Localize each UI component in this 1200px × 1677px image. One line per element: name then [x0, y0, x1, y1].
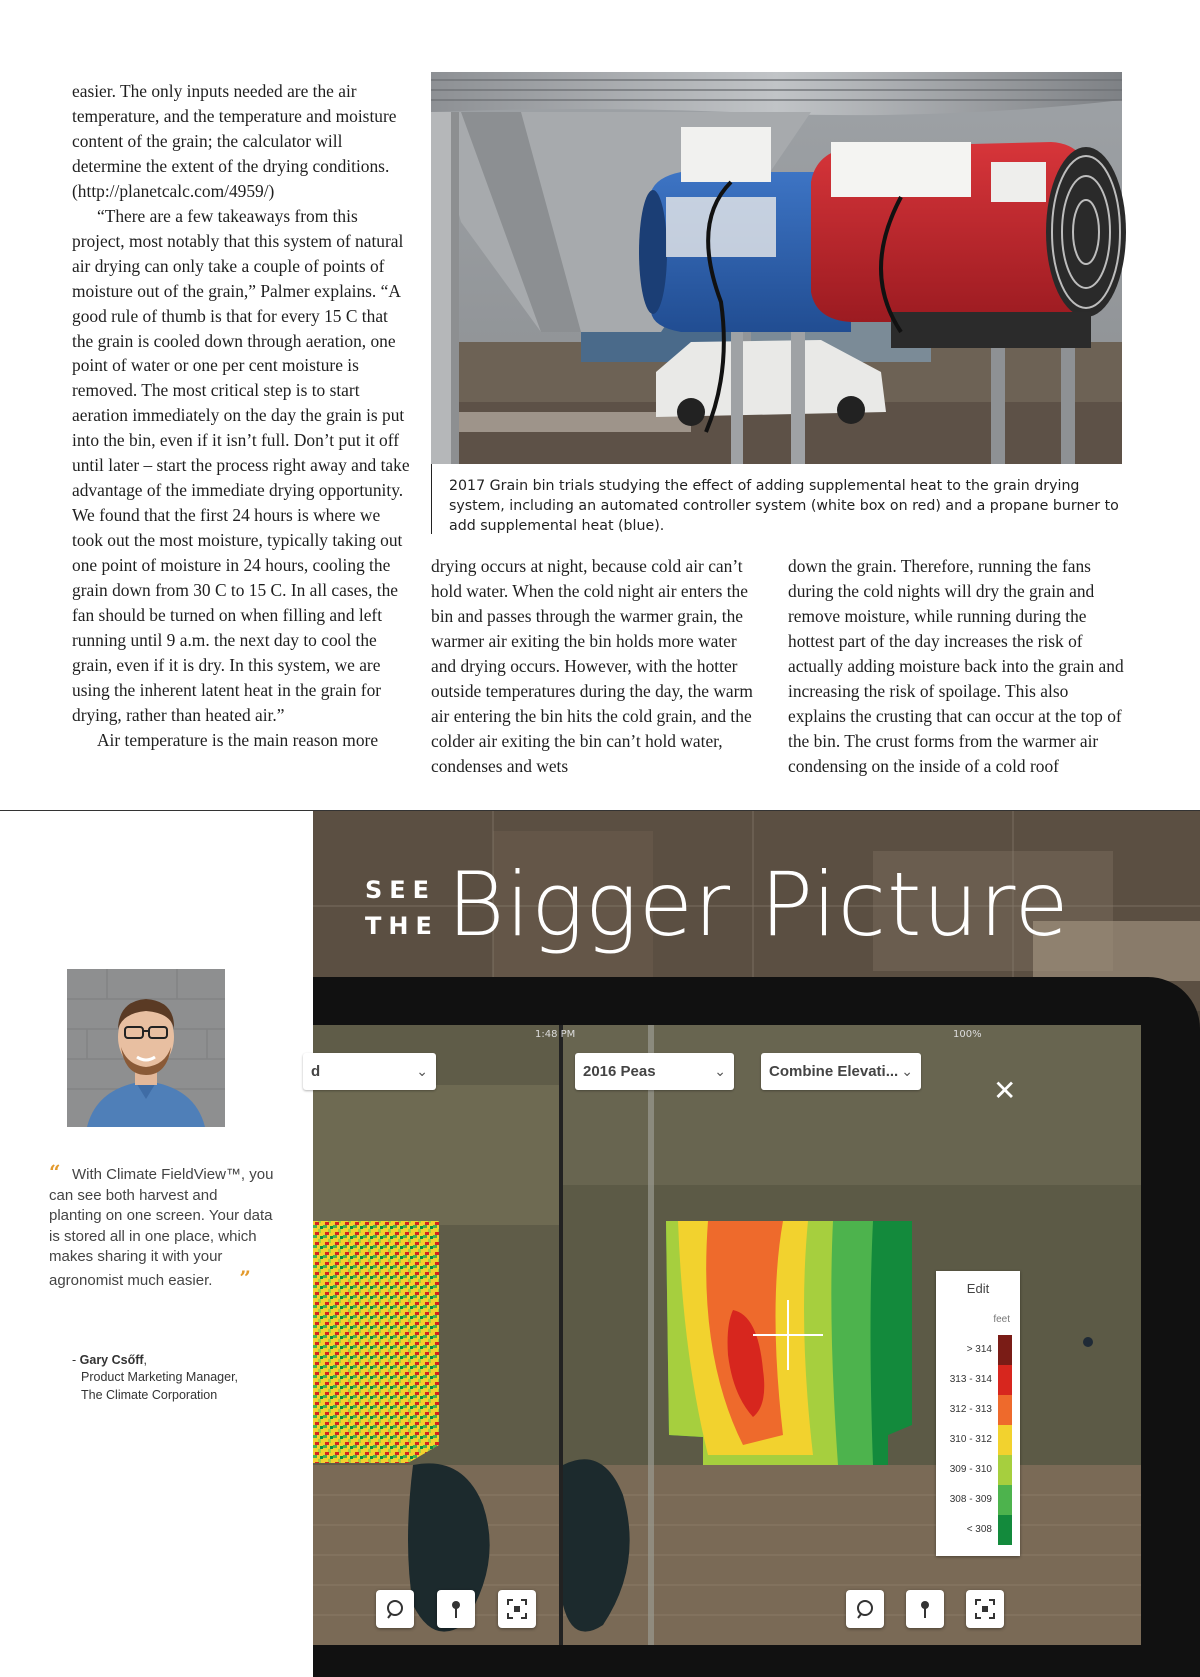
tablet-status-bar	[313, 1025, 1141, 1045]
legend-row	[936, 1395, 1020, 1425]
legend-row	[936, 1485, 1020, 1515]
legend-swatch	[998, 1425, 1012, 1455]
fullscreen-button[interactable]	[966, 1590, 1004, 1628]
elevation-legend	[936, 1271, 1020, 1556]
legend-row	[936, 1365, 1020, 1395]
attribution-company: The Climate Corporation	[81, 1387, 218, 1402]
lasso-button[interactable]	[376, 1590, 414, 1628]
article-paragraph: down the grain. Therefore, running the fans during the cold nights will dry the grain and remove moisture, while running during the hottest part of the day increases the risk of actually adding moisture back into the grain and increasing the risk of spoilage. This also explains the crusting that can occur at the top of the bin. The crust forms from the warmer air condensing on the inside of a cold roof	[788, 556, 1124, 776]
article-column-2	[431, 554, 761, 779]
fullscreen-icon	[507, 1599, 527, 1619]
portrait-photo	[67, 969, 225, 1127]
article-paragraph: Air temperature is the main reason more	[97, 729, 379, 750]
lasso-icon	[855, 1599, 875, 1619]
legend-label: 310 - 312	[949, 1434, 992, 1445]
tablet-screen	[313, 1025, 1141, 1645]
close-quote-icon: ”	[239, 1265, 251, 1290]
pull-quote	[49, 1160, 274, 1292]
legend-label: 312 - 313	[949, 1404, 992, 1415]
grain-bin-photo	[431, 72, 1122, 464]
legend-row	[936, 1335, 1020, 1365]
fullscreen-button[interactable]	[498, 1590, 536, 1628]
quote-text	[49, 1165, 274, 1292]
tablet-frame	[313, 977, 1200, 1677]
layer-dropdown-right[interactable]	[761, 1053, 921, 1090]
legend-swatch	[998, 1485, 1012, 1515]
lasso-button[interactable]	[846, 1590, 884, 1628]
headline-see: SEE	[365, 876, 437, 904]
article-column-3	[788, 554, 1128, 779]
legend-label: > 314	[966, 1344, 992, 1355]
fullscreen-icon	[975, 1599, 995, 1619]
quote-attribution	[72, 1352, 292, 1404]
season-dropdown[interactable]	[575, 1053, 734, 1090]
status-time: 1:48 PM	[535, 1029, 576, 1040]
legend-label: 308 - 309	[949, 1494, 992, 1505]
pin-button[interactable]	[437, 1590, 475, 1628]
chevron-down-icon: ⌄	[714, 1063, 726, 1079]
open-quote-icon: “	[49, 1160, 61, 1184]
legend-unit: feet	[993, 1314, 1010, 1325]
caption-rule	[431, 464, 432, 534]
pin-icon	[915, 1599, 935, 1619]
attribution-dash: -	[72, 1353, 80, 1367]
lasso-icon	[385, 1599, 405, 1619]
legend-row	[936, 1515, 1020, 1545]
legend-label: 309 - 310	[949, 1464, 992, 1475]
camera-dot	[1083, 1337, 1093, 1347]
legend-swatch	[998, 1365, 1012, 1395]
article-paragraph: easier. The only inputs needed are the air temperature, and the temperature and moisture content of the grain; the calculator will determine the extent of the drying conditions. (http://planetcalc.com/4959/)	[72, 81, 397, 201]
photo-caption: 2017 Grain bin trials studying the effect of adding supplemental heat to the grain drying system, including an automated controller system (white box on red) and a propane burner to add supplemental heat (blue).	[449, 478, 1119, 534]
article-column-1	[72, 79, 410, 753]
pin-icon	[446, 1599, 466, 1619]
legend-label: < 308	[966, 1524, 992, 1535]
headline-the: THE	[365, 912, 439, 940]
attribution-comma: ,	[143, 1353, 148, 1367]
chevron-down-icon: ⌄	[901, 1063, 913, 1079]
pin-button[interactable]	[906, 1590, 944, 1628]
article-paragraph: drying occurs at night, because cold air can’t hold water. When the cold night air enters the bin and passes through the warmer grain, the warmer air exiting the bin holds more water and drying occurs. However, with the hotter outside temperatures during the day, the warm air entering the bin hits the cold grain, and the colder air exiting the bin can’t hold water, condenses and wets	[431, 556, 753, 776]
legend-edit-button[interactable]: Edit	[966, 1281, 990, 1296]
legend-label: 313 - 314	[949, 1374, 992, 1385]
battery-level: 100%	[953, 1029, 982, 1040]
quote-body: With Climate FieldView™, you can see both harvest and planting on one screen. Your data is stored all in one place, which makes sharing it with your agronomist much easier.	[49, 1166, 274, 1289]
dropdown-value: 2016 Peas	[583, 1063, 656, 1080]
legend-swatch	[998, 1515, 1012, 1545]
close-icon[interactable]: ✕	[993, 1074, 1017, 1107]
legend-swatch	[998, 1335, 1012, 1365]
article-paragraph: “There are a few takeaways from this project, most notably that this system of natural air drying can only take a couple of points of moisture out of the grain,” Palmer explains. “A good rule of thumb is that for every 15 C that the grain is cooled down through aeration, one point of water or one per cent moisture is removed. The most critical step is to start aeration immediately on the day the grain is put into the bin, even if it isn’t full. Don’t put it off until later – start the process right away and take advantage of the immediate drying opportunity. We found that the first 24 hours is where we took out the most moisture, typically taking out one point of moisture in 24 hours, cooling the grain down from 30 C to 15 C. In all cases, the fan should be turned on when filling and left running until 9 a.m. the next day to cool the grain, even if it is dry. In this system, we are using the inherent latent heat in the grain for drying, rather than heated air.”	[72, 205, 410, 725]
attribution-title: Product Marketing Manager,	[81, 1370, 239, 1385]
legend-swatch	[998, 1395, 1012, 1425]
dropdown-value: d	[311, 1063, 321, 1080]
headline-main: Bigger Picture	[447, 853, 1070, 956]
attribution-name: Gary Csőff	[79, 1353, 144, 1367]
legend-row	[936, 1455, 1020, 1485]
chevron-down-icon: ⌄	[416, 1063, 428, 1079]
fieldview-advertisement	[313, 811, 1200, 1629]
legend-swatch	[998, 1455, 1012, 1485]
layer-dropdown-left[interactable]	[303, 1053, 436, 1090]
legend-row	[936, 1425, 1020, 1455]
dropdown-value: Combine Elevati...	[769, 1063, 899, 1080]
